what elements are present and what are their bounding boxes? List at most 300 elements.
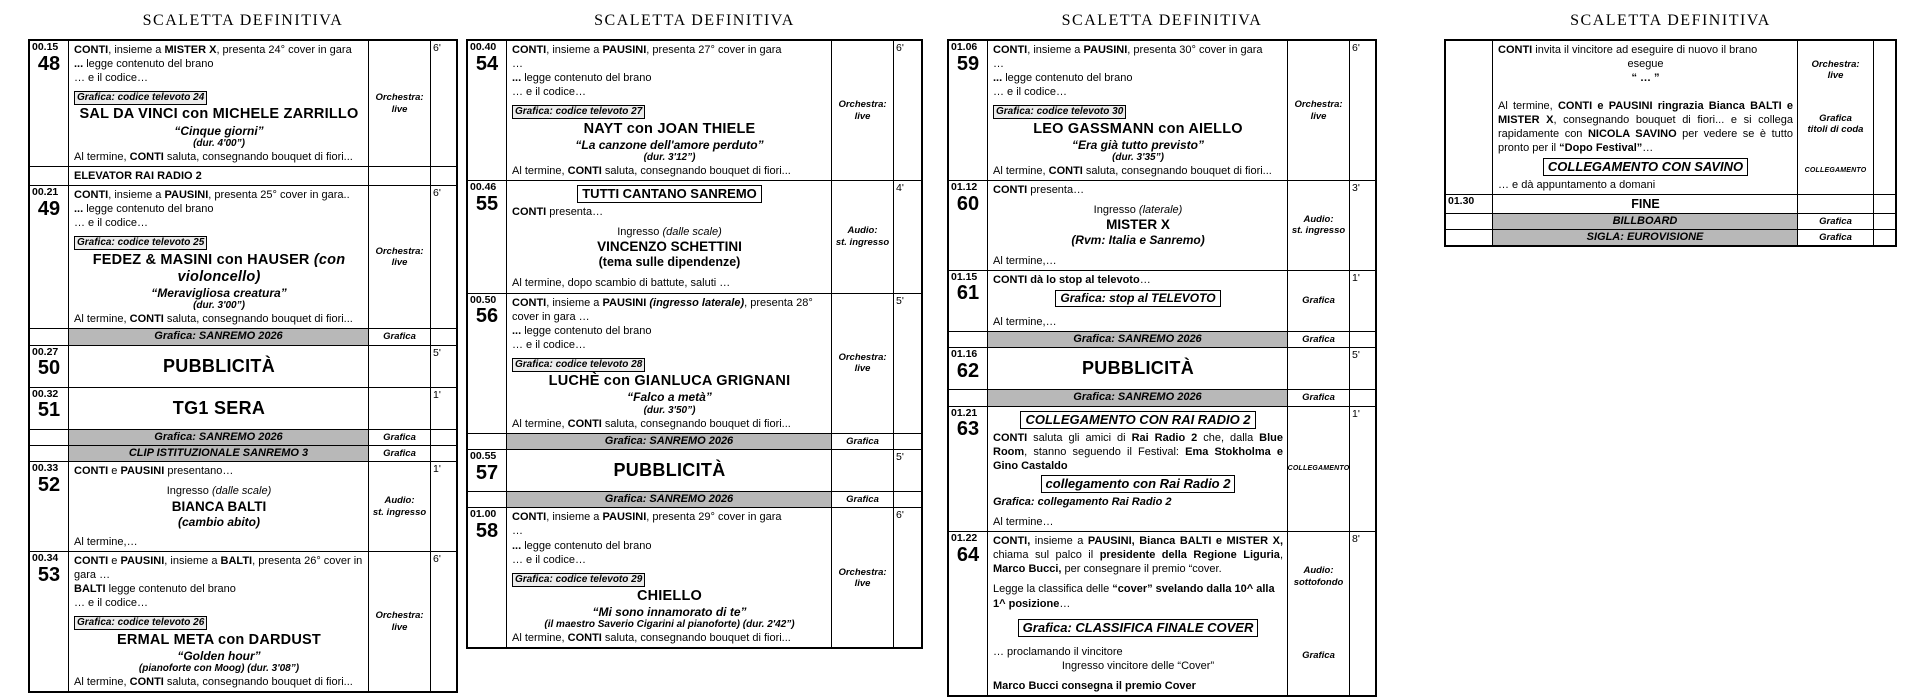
text-line: [993, 474, 1283, 494]
text-cell: [68, 388, 368, 429]
text-line: FEDEZ & MASINI con HAUSER (con violoncello): [92, 251, 346, 285]
time-cell: [468, 450, 506, 491]
table-row: [468, 508, 921, 647]
text-line: LEO GASSMANN con AIELLO: [1033, 120, 1243, 137]
annotation-cell: [1287, 332, 1349, 347]
text-line: Ingresso vincitore delle “Cover”: [1061, 659, 1215, 672]
time-cell: [468, 294, 506, 433]
time-cell: [949, 271, 987, 331]
annotation: Grafica: [383, 447, 416, 459]
annotation-cell: [368, 41, 430, 166]
text-line: NAYT con JOAN THIELE: [583, 120, 756, 137]
text-line: FINE: [1631, 196, 1660, 211]
rundown-table: [466, 39, 923, 649]
grafica-box: COLLEGAMENTO CON RAI RADIO 2: [1020, 411, 1255, 429]
segment-number: 51: [37, 399, 61, 422]
text-line: CONTI presenta…: [512, 206, 604, 219]
annotation-cell: [1287, 271, 1349, 331]
text-cell: [68, 186, 368, 328]
segment-time: 00.46: [470, 181, 497, 194]
text-line: CONTI, insieme a MISTER X, presenta 24° cover in gara: [74, 44, 352, 56]
annotation: Audio: sottofondo: [1293, 565, 1344, 588]
annotation: COLLEGAMENTO: [1287, 464, 1350, 472]
table-row: [1446, 214, 1895, 230]
table-row: [949, 181, 1375, 271]
text-line: PUBBLICITÀ: [613, 459, 726, 480]
duration-cell: [1873, 195, 1895, 213]
text-cell: [68, 329, 368, 344]
annotation-cell: [368, 552, 430, 691]
text-line: “ … ”: [1631, 72, 1660, 85]
text-line: ELEVATOR RAI RADIO 2: [74, 170, 202, 182]
table-row: [30, 446, 456, 462]
duration-cell: [1349, 271, 1375, 331]
rundown-table: [947, 39, 1377, 697]
time-cell: [949, 532, 987, 695]
grafica-box: Grafica: codice televoto 29: [512, 573, 645, 587]
text-cell: [506, 492, 831, 507]
duration-cell: [893, 181, 921, 292]
annotation: Orchestra: live: [838, 351, 887, 375]
grafica-box: Grafica: CLASSIFICA FINALE COVER: [1018, 619, 1259, 637]
text-line: [512, 568, 827, 587]
text-cell: [987, 271, 1287, 331]
annotation-cell: [831, 41, 893, 180]
text-line: “Falco a metà”: [627, 390, 712, 405]
text-cell: [1492, 41, 1797, 194]
text-line: Al termine,…: [993, 254, 1057, 267]
text-line: [512, 353, 827, 372]
text-line: … e il codice…: [512, 86, 586, 99]
text-cell: [1492, 214, 1797, 229]
text-line: (dur. 3'35”): [1112, 152, 1164, 163]
grafica-box: Grafica: codice televoto 25: [74, 236, 207, 250]
grafica-box: Grafica: codice televoto 27: [512, 105, 645, 119]
segment-number: 60: [956, 192, 980, 215]
annotation: Orchestra: live: [375, 245, 424, 269]
annotation: Audio: st. ingresso: [1291, 214, 1346, 237]
annotation-cell: [1287, 41, 1349, 180]
table-row: [949, 532, 1375, 695]
duration-cell: [1873, 214, 1895, 229]
annotation: Grafica: [1302, 392, 1335, 404]
time-cell: [30, 167, 68, 185]
table-row: [30, 329, 456, 345]
annotation: Orchestra: live: [1811, 58, 1860, 82]
time-cell: [30, 430, 68, 445]
time-cell: [949, 407, 987, 531]
duration: 5': [1352, 349, 1360, 362]
time-cell: [949, 332, 987, 347]
segment-number: 53: [37, 563, 61, 586]
annotation-cell: [1797, 41, 1873, 194]
text-cell: [987, 332, 1287, 347]
text-cell: [987, 348, 1287, 389]
duration: 6': [433, 553, 441, 566]
annotation-cell: [368, 388, 430, 429]
text-line: [993, 618, 1283, 638]
segment-number: 55: [475, 192, 499, 215]
text-line: SAL DA VINCI con MICHELE ZARRILLO: [79, 106, 359, 123]
segment-time: 01.15: [951, 270, 978, 283]
annotation: Grafica: [1819, 232, 1852, 244]
rundown-table: [28, 39, 458, 693]
text-line: (dur. 3'12”): [643, 152, 696, 163]
text-line: Al termine,…: [993, 315, 1057, 328]
annotation-cell: [1287, 390, 1349, 405]
duration-cell: [430, 446, 456, 461]
annotation: Grafica: [1819, 215, 1852, 227]
grafica-box: Grafica: stop al TELEVOTO: [1055, 290, 1220, 307]
annotation: Grafica: [1302, 295, 1335, 307]
time-cell: [30, 446, 68, 461]
table-row: [30, 388, 456, 430]
text-line: ... legge contenuto del brano: [993, 72, 1133, 85]
text-line: PUBBLICITÀ: [163, 355, 275, 376]
segment-time: 00.32: [32, 387, 59, 400]
table-row: [468, 294, 921, 434]
text-line: … e il codice…: [512, 338, 586, 351]
table-row: [30, 430, 456, 446]
text-line: ... legge contenuto del brano: [74, 58, 214, 71]
grafica-box: TUTTI CANTANO SANREMO: [577, 185, 762, 203]
annotation-cell: [368, 186, 430, 328]
annotation: Orchestra: live: [838, 99, 887, 122]
duration-cell: [1873, 41, 1895, 194]
table-row: [468, 492, 921, 508]
text-line: Ingresso (dalle scale): [166, 485, 272, 498]
text-line: … proclamando il vincitore: [993, 645, 1123, 658]
text-line: [993, 100, 1283, 119]
annotation: Audio: st. ingresso: [372, 495, 427, 518]
text-line: ... legge contenuto del brano: [512, 539, 652, 552]
text-line: CONTI presenta…: [993, 184, 1085, 197]
segment-number: 63: [956, 418, 980, 441]
time-cell: [30, 462, 68, 551]
text-line: Al termine, CONTI saluta, consegnando bouquet di fiori...: [74, 676, 353, 689]
text-line: Ingresso (laterale): [1093, 204, 1183, 217]
text-line: CLIP ISTITUZIONALE SANREMO 3: [128, 446, 309, 459]
annotation: Orchestra: live: [1294, 99, 1343, 122]
text-line: SIGLA: EUROVISIONE: [1586, 231, 1704, 244]
text-line: (cambio abito): [177, 514, 260, 529]
annotation-cell: [1797, 230, 1873, 245]
text-line: CONTI invita il vincitore ad eseguire di nuovo il brano: [1498, 44, 1758, 56]
duration-cell: [430, 167, 456, 185]
table-row: [1446, 230, 1895, 245]
text-line: Legge la classifica delle “cover” svelando dalla 10^ alla 1^ posizione…: [993, 583, 1275, 610]
duration: 6': [1352, 42, 1360, 54]
time-cell: [468, 181, 506, 292]
text-line: VINCENZO SCHETTINI: [597, 239, 742, 255]
annotation: Grafica titoli di coda: [1807, 113, 1864, 136]
annotation-cell: [831, 434, 893, 449]
table-row: [30, 41, 456, 167]
text-line: LUCHÈ con GIANLUCA GRIGNANI: [548, 373, 791, 389]
annotation-cell: [368, 346, 430, 387]
time-cell: [30, 329, 68, 344]
text-line: Al termine, CONTI saluta, consegnando bouquet di fiori...: [74, 313, 353, 326]
duration: 8': [1352, 533, 1360, 546]
table-row: [468, 434, 921, 450]
text-cell: [987, 390, 1287, 405]
text-line: Marco Bucci consegna il premio Cover: [993, 679, 1196, 692]
segment-number: 62: [956, 359, 980, 382]
segment-number: 61: [956, 282, 980, 305]
time-cell: [30, 346, 68, 387]
text-cell: [987, 532, 1287, 695]
text-line: MISTER X: [1106, 217, 1170, 233]
text-line: (dur. 3'00”): [193, 300, 245, 312]
annotation-cell: [831, 508, 893, 647]
text-cell: [68, 462, 368, 551]
text-line: BILLBOARD: [1612, 214, 1678, 227]
text-line: CONTI, insieme a PAUSINI, Bianca BALTI e MISTER X, chiama sul palco il presidente della Regione Liguria, Marco Bucci, per consegnare il premio “cover.: [993, 535, 1283, 576]
duration-cell: [430, 388, 456, 429]
text-line: …: [512, 58, 523, 71]
text-line: … e il codice…: [512, 553, 586, 566]
text-line: ... legge contenuto del brano: [512, 324, 652, 337]
duration-cell: [893, 41, 921, 180]
text-line: …: [993, 58, 1004, 71]
grafica-box: Grafica: codice televoto 30: [993, 105, 1126, 119]
text-line: [1498, 157, 1793, 177]
text-cell: [506, 434, 831, 449]
text-cell: [1492, 195, 1797, 213]
duration: 1': [1352, 271, 1360, 284]
table-row: [30, 552, 456, 691]
text-line: CONTI, insieme a PAUSINI (ingresso laterale), presenta 28° cover in gara …: [512, 296, 813, 323]
text-line: Al termine, CONTI saluta, consegnando bouquet di fiori...: [74, 150, 353, 163]
page-2: [466, 12, 923, 649]
table-row: [30, 186, 456, 329]
text-line: “Era già tutto previsto”: [1071, 137, 1205, 152]
text-line: [74, 86, 364, 105]
segment-time: 01.22: [951, 532, 978, 545]
duration: 5': [433, 346, 441, 359]
text-line: ... legge contenuto del brano: [512, 72, 652, 85]
duration: 6': [433, 42, 441, 54]
duration-cell: [430, 552, 456, 691]
annotation-cell: [1287, 181, 1349, 270]
text-cell: [987, 407, 1287, 531]
text-line: [512, 100, 827, 119]
text-line: “La canzone dell'amore perduto”: [575, 137, 764, 152]
duration-cell: [1349, 390, 1375, 405]
table-row: [468, 181, 921, 293]
annotation: Orchestra: live: [375, 610, 424, 633]
time-cell: [1446, 214, 1492, 229]
text-line: “Meravigliosa creatura”: [151, 285, 287, 300]
text-cell: [68, 430, 368, 445]
table-row: [468, 41, 921, 181]
page-title: SCALETTA DEFINITIVA: [1061, 12, 1263, 29]
time-cell: [1446, 195, 1492, 213]
time-cell: [949, 181, 987, 270]
time-cell: [468, 41, 506, 180]
duration: 1': [433, 463, 441, 476]
segment-time: 00.34: [32, 552, 59, 565]
grafica-box: collegamento con Rai Radio 2: [1041, 475, 1236, 493]
table-row: [1446, 195, 1895, 214]
duration-cell: [893, 434, 921, 449]
segment-number: 48: [37, 52, 61, 75]
text-line: CONTI e PAUSINI presentano…: [74, 465, 234, 478]
text-cell: [68, 346, 368, 387]
segment-time: 01.00: [470, 508, 497, 521]
duration-cell: [1349, 532, 1375, 695]
segment-number: 49: [37, 197, 61, 220]
time-cell: [949, 41, 987, 180]
text-line: PUBBLICITÀ: [1082, 358, 1194, 379]
duration-cell: [1873, 230, 1895, 245]
segment-time: 00.15: [32, 41, 59, 53]
text-line: Al termine, CONTI saluta, consegnando bouquet di fiori...: [512, 417, 791, 430]
text-cell: [506, 450, 831, 491]
segment-time: 01.06: [951, 41, 978, 53]
annotation-cell: [1797, 214, 1873, 229]
text-cell: [506, 181, 831, 292]
page-4: [1444, 12, 1897, 247]
segment-number: 64: [956, 543, 980, 566]
grafica-box: Grafica: codice televoto 26: [74, 616, 207, 630]
text-line: CONTI, insieme a PAUSINI, presenta 29° cover in gara: [512, 511, 782, 524]
text-line: Grafica: SANREMO 2026: [154, 430, 283, 443]
table-row: [1446, 41, 1895, 195]
annotation-cell: [831, 181, 893, 292]
annotation-cell: [1287, 348, 1349, 389]
text-line: CHIELLO: [636, 587, 703, 604]
text-cell: [1492, 230, 1797, 245]
page-title: SCALETTA DEFINITIVA: [1570, 12, 1771, 29]
duration: 5': [896, 294, 904, 307]
text-line: (il maestro Saverio Cigarini al pianoforte) (dur. 2'42”): [544, 619, 795, 631]
duration-cell: [893, 450, 921, 491]
segment-time: 00.40: [470, 41, 497, 53]
segment-number: 52: [37, 473, 61, 496]
text-line: … e il codice…: [74, 72, 148, 85]
duration-cell: [430, 329, 456, 344]
text-line: Al termine, dopo scambio di battute, saluti …: [512, 277, 731, 290]
page-3: [947, 12, 1377, 697]
text-line: CONTI saluta gli amici di Rai Radio 2 che, dalla Blue Room, stanno seguendo il Festival: Ema Stokholma e Gino Castaldo: [993, 431, 1284, 472]
annotation: Grafica: [846, 493, 879, 505]
segment-time: 01.21: [951, 406, 978, 419]
annotation: Grafica: [1302, 334, 1335, 346]
segment-time: 00.21: [32, 186, 59, 199]
duration-cell: [1349, 407, 1375, 531]
text-cell: [68, 446, 368, 461]
text-line: Grafica: SANREMO 2026: [154, 330, 283, 343]
text-line: Grafica: SANREMO 2026: [1073, 391, 1202, 404]
text-line: Grafica: collegamento Rai Radio 2: [993, 496, 1172, 509]
segment-number: 58: [475, 519, 499, 542]
table-row: [949, 348, 1375, 390]
annotation: Orchestra: live: [838, 566, 887, 589]
segment-time: 00.27: [32, 345, 59, 358]
text-line: ... legge contenuto del brano: [74, 203, 214, 216]
duration-cell: [1349, 332, 1375, 347]
annotation-cell: [368, 462, 430, 551]
text-line: esegue: [1627, 58, 1664, 71]
text-line: (Rvm: Italia e Sanremo): [1071, 233, 1205, 248]
duration-cell: [430, 462, 456, 551]
text-cell: [506, 508, 831, 647]
duration: 1': [1352, 407, 1360, 420]
table-row: [949, 332, 1375, 348]
table-row: [949, 390, 1375, 406]
text-line: [993, 410, 1283, 430]
annotation-cell: [368, 329, 430, 344]
duration: 6': [433, 187, 441, 200]
text-line: Al termine, CONTI e PAUSINI ringrazia Bianca BALTI e MISTER X, consegnando bouquet di fiori... e si collega rapidamente con NICOLA SAVINO per vedere se è tutto pronto per il “Dopo Festival”…: [1498, 100, 1793, 155]
annotation-cell: [831, 450, 893, 491]
text-line: (tema sulle dipendenze): [598, 255, 741, 270]
text-cell: [506, 41, 831, 180]
text-line: Al termine, CONTI saluta, consegnando bouquet di fiori...: [993, 165, 1272, 177]
duration: 6': [896, 509, 904, 522]
text-line: … e dà appuntamento a domani: [1498, 178, 1656, 191]
segment-number: 56: [475, 305, 499, 328]
annotation-cell: [831, 492, 893, 507]
text-line: [993, 288, 1283, 308]
duration: 4': [896, 182, 904, 195]
text-line: “Golden hour”: [177, 648, 261, 663]
text-line: Ingresso (dalle scale): [617, 226, 722, 239]
annotation-cell: [1287, 532, 1349, 695]
text-line: …: [512, 525, 523, 538]
duration: 5': [896, 450, 904, 463]
annotation: Grafica: [383, 431, 416, 443]
segment-number: 50: [37, 357, 61, 380]
duration-cell: [430, 186, 456, 328]
text-line: [74, 231, 364, 250]
text-line: ERMAL META con DARDUST: [117, 631, 321, 648]
text-line: CONTI, insieme a PAUSINI, presenta 27° cover in gara: [512, 44, 782, 56]
time-cell: [1446, 41, 1492, 194]
text-line: “Mi sono innamorato di te”: [592, 604, 747, 619]
time-cell: [30, 186, 68, 328]
text-cell: [68, 167, 368, 185]
table-row: [30, 346, 456, 388]
segment-number: 57: [475, 461, 499, 484]
duration-cell: [1349, 348, 1375, 389]
text-line: Al termine, CONTI saluta, consegnando bouquet di fiori...: [512, 165, 791, 177]
text-line: CONTI dà lo stop al televoto…: [993, 273, 1151, 286]
table-row: [949, 271, 1375, 332]
text-line: BIANCA BALTI: [171, 498, 267, 514]
segment-number: 59: [956, 52, 980, 75]
page-title: SCALETTA DEFINITIVA: [594, 12, 795, 29]
annotation: Grafica: [383, 331, 416, 343]
text-line: Al termine, CONTI saluta, consegnando bouquet di fiori...: [512, 632, 791, 645]
time-cell: [468, 508, 506, 647]
text-line: CONTI, insieme a PAUSINI, presenta 30° cover in gara: [993, 44, 1263, 56]
text-line: … e il codice…: [993, 86, 1067, 99]
spacer: [1498, 85, 1793, 99]
text-cell: [68, 41, 368, 166]
annotation: COLLEGAMENTO: [1804, 167, 1867, 175]
page-1: [28, 12, 458, 693]
segment-time: 00.55: [470, 449, 497, 462]
annotation-cell: [831, 294, 893, 433]
time-cell: [30, 41, 68, 166]
duration-cell: [893, 492, 921, 507]
annotation-cell: [1797, 195, 1873, 213]
table-row: [949, 407, 1375, 532]
segment-time: 00.33: [32, 462, 59, 475]
annotation: Grafica: [846, 435, 879, 447]
